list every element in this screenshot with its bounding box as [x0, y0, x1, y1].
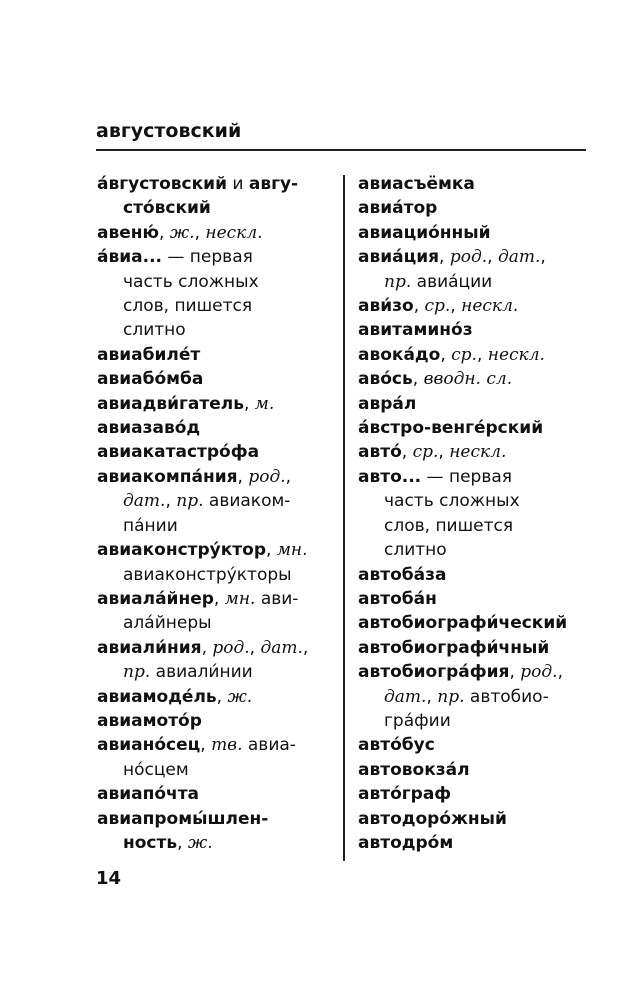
entry-text: часть сложных — [384, 491, 520, 512]
dictionary-line — [358, 733, 598, 757]
entry-text: , — [237, 466, 249, 487]
dictionary-line — [97, 245, 329, 269]
entry-text: часть сложных — [123, 271, 259, 292]
headword: авеню́ — [97, 222, 160, 243]
headword: авока́до — [358, 344, 441, 365]
grammar-note: род. — [248, 466, 286, 487]
grammar-note: дат. — [384, 686, 427, 707]
dictionary-line — [97, 758, 329, 782]
headword: аво́сь — [358, 369, 413, 390]
headword: авра́л — [358, 393, 417, 414]
grammar-note: нескл. — [487, 344, 545, 365]
entry-text: , — [412, 369, 424, 390]
dictionary-line — [358, 758, 598, 782]
entry-text: , — [450, 296, 462, 317]
headword: авиазаво́д — [97, 418, 201, 439]
entry-text: па́нии — [123, 515, 178, 536]
entry-text: и — [227, 174, 249, 194]
grammar-note: нескл. — [461, 296, 519, 317]
dictionary-line — [97, 270, 329, 294]
dictionary-line — [358, 318, 598, 342]
dictionary-line — [358, 196, 598, 220]
dictionary-line — [97, 538, 329, 562]
dictionary-line — [358, 465, 598, 489]
entry-text: ала́йнеры — [123, 613, 212, 634]
grammar-note: м. — [254, 393, 275, 414]
headword: авиамото́р — [97, 710, 202, 731]
headword: автодоро́жный — [358, 808, 507, 829]
dictionary-line — [97, 318, 329, 342]
dictionary-line — [358, 709, 598, 733]
grammar-note: пр. — [176, 491, 204, 512]
dictionary-line — [358, 636, 598, 660]
entry-text: слитно — [123, 320, 186, 341]
header-rule — [96, 149, 586, 151]
grammar-note: ср. — [424, 296, 451, 317]
grammar-note: мн. — [224, 588, 256, 609]
running-header: августовский — [96, 120, 242, 142]
headword: автовокза́л — [358, 759, 470, 780]
headword: а́вгустовский — [97, 174, 227, 194]
dictionary-line — [358, 514, 598, 538]
entry-text: , — [487, 247, 498, 268]
left-column — [97, 172, 329, 855]
headword: автоба́за — [358, 564, 447, 585]
headword: авиа́ция — [358, 247, 440, 268]
entry-text: , — [216, 686, 228, 707]
grammar-note: ж. — [169, 222, 195, 243]
entry-text: , — [249, 637, 261, 658]
grammar-note: род. — [212, 637, 250, 658]
dictionary-line — [97, 514, 329, 538]
grammar-note: мн. — [276, 540, 308, 561]
headword: авто́ — [358, 442, 402, 463]
headword: авиано́сец — [97, 735, 201, 756]
headword: авиабиле́т — [97, 344, 201, 365]
headword: а́виа... — [97, 247, 162, 268]
dictionary-line — [97, 196, 329, 220]
grammar-note: дат. — [497, 247, 541, 268]
headword: авто́бус — [358, 735, 435, 756]
dictionary-line — [358, 831, 598, 855]
grammar-note: род. — [449, 247, 488, 268]
dictionary-line — [97, 636, 329, 660]
dictionary-line — [97, 709, 329, 733]
grammar-note: тв. — [211, 735, 243, 756]
headword: авитамино́з — [358, 320, 473, 341]
entry-text: слов, пишется — [123, 296, 253, 317]
grammar-note: вводн. сл. — [423, 369, 513, 390]
dictionary-line — [97, 831, 329, 855]
dictionary-line — [97, 465, 329, 489]
dictionary-line — [97, 660, 329, 684]
dictionary-line — [358, 807, 598, 831]
dictionary-line — [97, 782, 329, 806]
dictionary-line — [358, 538, 598, 562]
dictionary-line — [97, 563, 329, 587]
entry-text: , — [165, 491, 177, 512]
entry-text: авиаконстру́кторы — [123, 564, 292, 585]
entry-text: гра́фии — [384, 710, 451, 731]
dictionary-line — [97, 367, 329, 391]
grammar-note: дат. — [123, 491, 166, 512]
dictionary-line — [358, 172, 598, 196]
entry-text: , — [438, 442, 450, 463]
entry-text: авиаком- — [203, 491, 291, 512]
dictionary-line — [358, 221, 598, 245]
entry-text: ави- — [255, 588, 299, 609]
entry-text: , — [557, 662, 563, 683]
entry-text: , — [440, 344, 452, 365]
dictionary-line — [97, 685, 329, 709]
headword: авиадви́гатель — [97, 393, 244, 414]
grammar-note: род. — [520, 662, 558, 683]
dictionary-line — [97, 392, 329, 416]
page-number: 14 — [96, 868, 122, 889]
grammar-note: ж. — [187, 832, 213, 853]
dictionary-line — [97, 416, 329, 440]
headword: автобиографи́ческий — [358, 613, 568, 634]
entry-text: , — [177, 832, 188, 853]
headword: авиабо́мба — [97, 369, 204, 390]
grammar-note: пр. — [123, 662, 151, 683]
headword: авиапо́чта — [97, 784, 200, 805]
dictionary-line — [97, 440, 329, 464]
dictionary-line — [97, 343, 329, 367]
entry-text: слов, пишется — [384, 515, 514, 536]
headword: ави́зо — [358, 296, 414, 317]
grammar-note: нескл. — [449, 442, 507, 463]
dictionary-line — [97, 611, 329, 635]
entry-text: , — [413, 296, 425, 317]
entry-text: , — [540, 247, 546, 268]
dictionary-line — [97, 807, 329, 831]
entry-text: , — [201, 637, 213, 658]
column-divider — [343, 175, 345, 861]
dictionary-line — [358, 416, 598, 440]
headword: авиакатастро́фа — [97, 442, 260, 463]
headword: авто́граф — [358, 784, 452, 805]
grammar-note: пр. — [437, 686, 465, 707]
headword: сто́вский — [123, 198, 211, 219]
grammar-note: ср. — [451, 344, 477, 365]
headword: автоба́н — [358, 588, 437, 609]
entry-text: , — [302, 637, 309, 658]
headword: авиамоде́ль — [97, 686, 217, 707]
entry-text: — первая — [162, 247, 253, 268]
headword: авиацио́нный — [358, 222, 491, 243]
entry-text: , — [213, 588, 225, 609]
dictionary-line — [358, 611, 598, 635]
headword: авиаконстру́ктор — [97, 540, 266, 561]
headword: автобиогра́фия — [358, 662, 510, 683]
dictionary-line — [97, 221, 329, 245]
entry-text: но́сцем — [123, 759, 189, 780]
entry-text: , — [243, 393, 255, 414]
dictionary-line — [358, 782, 598, 806]
headword: авиали́ния — [97, 637, 202, 658]
headword: авиа́тор — [358, 198, 438, 219]
entry-text: , — [200, 735, 212, 756]
grammar-note: ср. — [412, 442, 439, 463]
dictionary-line — [358, 392, 598, 416]
entry-text: слитно — [384, 540, 447, 561]
headword: авиапромы́шлен- — [97, 808, 269, 829]
dictionary-line — [97, 489, 329, 513]
entry-text: , — [426, 686, 438, 707]
entry-text: , — [194, 222, 206, 243]
dictionary-line — [358, 367, 598, 391]
entry-text: авиали́нии — [150, 662, 253, 683]
grammar-note: дат. — [260, 637, 303, 658]
headword: авиасъёмка — [358, 174, 475, 194]
entry-text: , — [509, 662, 521, 683]
entry-text: авиа́ции — [411, 271, 493, 292]
entry-text: , — [476, 344, 488, 365]
headword: авиала́йнер — [97, 588, 214, 609]
headword: а́встро-венге́рский — [358, 418, 544, 439]
right-column — [358, 172, 598, 855]
dictionary-line — [358, 440, 598, 464]
entry-text: авиа- — [242, 735, 296, 756]
dictionary-line — [358, 489, 598, 513]
entry-text: автобио- — [464, 686, 549, 707]
dictionary-line — [97, 587, 329, 611]
dictionary-line — [358, 685, 598, 709]
headword: авто... — [358, 466, 422, 487]
headword: автодро́м — [358, 832, 454, 853]
dictionary-line — [358, 660, 598, 684]
dictionary-line — [358, 563, 598, 587]
entry-text: , — [439, 247, 450, 268]
headword: ность — [123, 832, 178, 853]
entry-text: , — [266, 540, 277, 561]
entry-text: , — [285, 466, 292, 487]
entry-text: — первая — [421, 466, 512, 487]
grammar-note: ж. — [227, 686, 253, 707]
dictionary-line — [97, 294, 329, 318]
headword: автобиографи́чный — [358, 637, 550, 658]
dictionary-line — [97, 172, 329, 196]
dictionary-line — [358, 245, 598, 269]
entry-text: , — [401, 442, 413, 463]
dictionary-line — [358, 587, 598, 611]
grammar-note: пр. — [384, 271, 412, 292]
entry-text: , — [159, 222, 170, 243]
headword: авгу- — [248, 174, 299, 194]
dictionary-line — [97, 733, 329, 757]
grammar-note: нескл. — [205, 222, 263, 243]
dictionary-line — [358, 343, 598, 367]
dictionary-line — [358, 270, 598, 294]
dictionary-line — [358, 294, 598, 318]
headword: авиакомпа́ния — [97, 466, 238, 487]
